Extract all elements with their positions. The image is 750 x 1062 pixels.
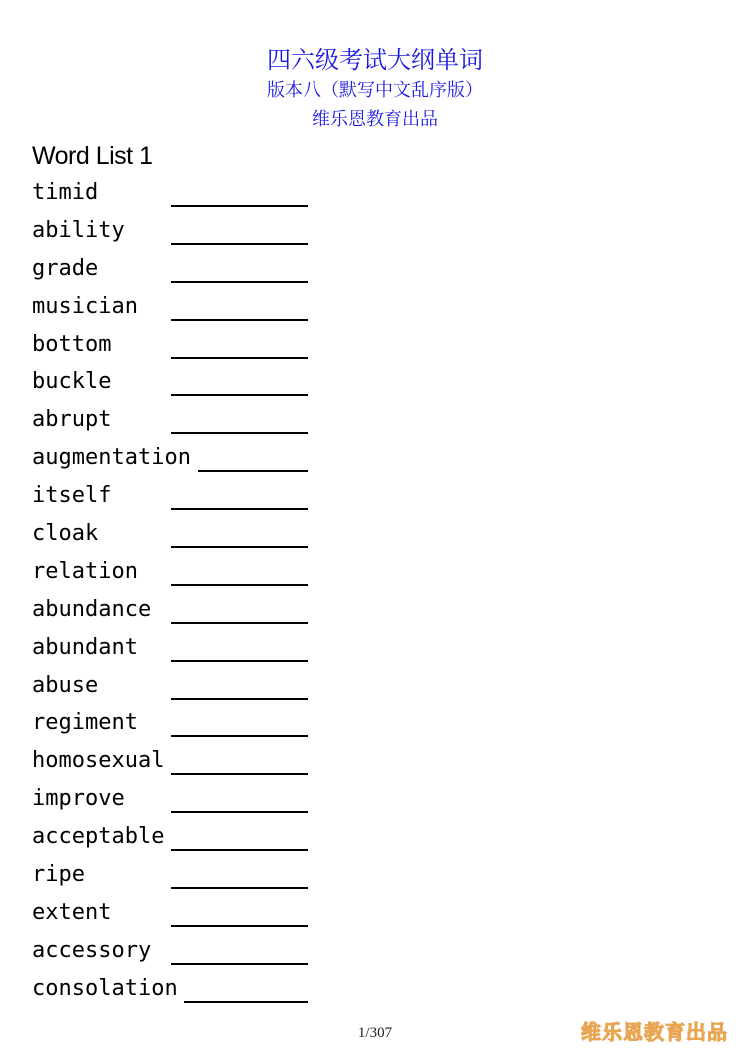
answer-blank xyxy=(171,698,308,700)
word-row xyxy=(32,669,332,707)
word-text: abuse xyxy=(32,672,99,698)
word-text: grade xyxy=(32,255,99,281)
document-title: 四六级考试大纲单词 xyxy=(267,46,483,74)
word-row xyxy=(32,441,332,479)
answer-blank xyxy=(171,357,308,359)
answer-blank xyxy=(184,1001,308,1003)
publisher-watermark: 维乐恩教育出品 xyxy=(581,1020,728,1044)
word-row xyxy=(32,328,332,366)
word-text: ripe xyxy=(32,862,85,888)
document-subtitle: 版本八（默写中文乱序版） xyxy=(267,80,483,101)
word-text: acceptable xyxy=(32,824,165,850)
word-text: abundant xyxy=(32,634,138,660)
word-row xyxy=(32,858,332,896)
word-row xyxy=(32,479,332,517)
word-row xyxy=(32,934,332,972)
word-row xyxy=(32,555,332,593)
page-number: 1/307 xyxy=(357,1025,393,1041)
word-text: bottom xyxy=(32,331,112,357)
word-row xyxy=(32,517,332,555)
answer-blank xyxy=(171,584,308,586)
answer-blank xyxy=(171,735,308,737)
word-text: relation xyxy=(32,558,138,584)
word-row xyxy=(32,820,332,858)
answer-blank xyxy=(171,319,308,321)
word-row xyxy=(32,896,332,934)
word-row xyxy=(32,176,332,214)
word-row xyxy=(32,365,332,403)
answer-blank xyxy=(171,660,308,662)
word-text: accessory xyxy=(32,937,152,963)
word-text: consolation xyxy=(32,975,178,1001)
answer-blank xyxy=(171,963,308,965)
publisher-line: 维乐恩教育出品 xyxy=(312,109,438,130)
word-text: improve xyxy=(32,786,125,812)
word-row xyxy=(32,972,332,1010)
answer-blank xyxy=(171,508,308,510)
answer-blank xyxy=(171,622,308,624)
word-text: regiment xyxy=(32,710,138,736)
word-row xyxy=(32,252,332,290)
word-text: buckle xyxy=(32,369,112,395)
answer-blank xyxy=(171,394,308,396)
answer-blank xyxy=(171,281,308,283)
word-text: ability xyxy=(32,217,125,243)
answer-blank xyxy=(171,546,308,548)
word-text: cloak xyxy=(32,521,99,547)
word-row xyxy=(32,593,332,631)
answer-blank xyxy=(171,432,308,434)
word-row xyxy=(32,706,332,744)
word-text: abrupt xyxy=(32,407,112,433)
answer-blank xyxy=(171,925,308,927)
word-row xyxy=(32,214,332,252)
word-text: abundance xyxy=(32,596,152,622)
word-text: augmentation xyxy=(32,445,191,471)
answer-blank xyxy=(171,849,308,851)
answer-blank xyxy=(171,811,308,813)
word-text: extent xyxy=(32,899,112,925)
word-row xyxy=(32,744,332,782)
word-text: itself xyxy=(32,483,112,509)
answer-blank xyxy=(198,470,308,472)
word-text: homosexual xyxy=(32,748,165,774)
word-row xyxy=(32,290,332,328)
word-row xyxy=(32,631,332,669)
word-row xyxy=(32,403,332,441)
answer-blank xyxy=(171,243,308,245)
answer-blank xyxy=(171,887,308,889)
word-list xyxy=(32,176,332,1010)
word-text: musician xyxy=(32,293,138,319)
word-row xyxy=(32,782,332,820)
word-text: timid xyxy=(32,180,99,205)
answer-blank xyxy=(171,773,308,775)
word-list-heading: Word List 1 xyxy=(32,142,153,170)
answer-blank xyxy=(171,205,308,207)
